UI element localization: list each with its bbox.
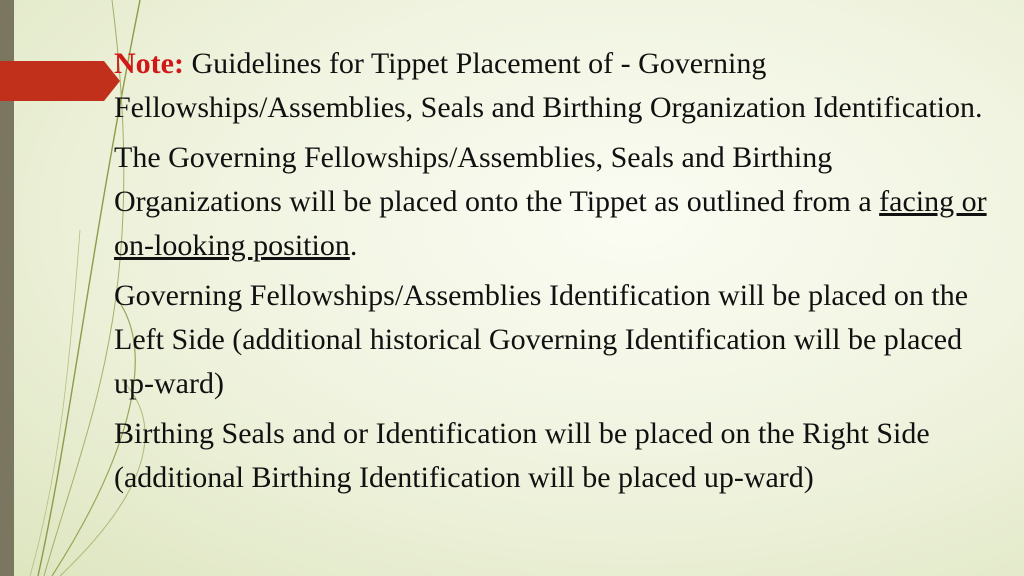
- note-paragraph: [114, 42, 1004, 130]
- right-side-paragraph: Birthing Seals and or Identification will be placed on the Right Side (additional Birthing Identification will be placed up-ward): [114, 417, 930, 494]
- note-label: Note:: [114, 47, 184, 80]
- decor-curve-5: [30, 230, 80, 576]
- placement-paragraph: [114, 136, 1004, 268]
- slide-content: [114, 42, 1004, 506]
- placement-underlined-text: facing or on-looking position: [114, 185, 987, 262]
- placement-text: The Governing Fellowships/Assemblies, Seals and Birthing Organizations will be placed onto the Tippet as outlined from a: [114, 141, 880, 218]
- note-text: Guidelines for Tippet Placement of - Governing Fellowships/Assemblies, Seals and Birthing Organization Identification.: [114, 47, 983, 124]
- placement-end: .: [349, 229, 358, 262]
- left-side-paragraph: Governing Fellowships/Assemblies Identification will be placed on the Left Side (additional historical Governing Identification will be placed up-ward): [114, 279, 969, 400]
- red-accent-tab: [0, 61, 120, 101]
